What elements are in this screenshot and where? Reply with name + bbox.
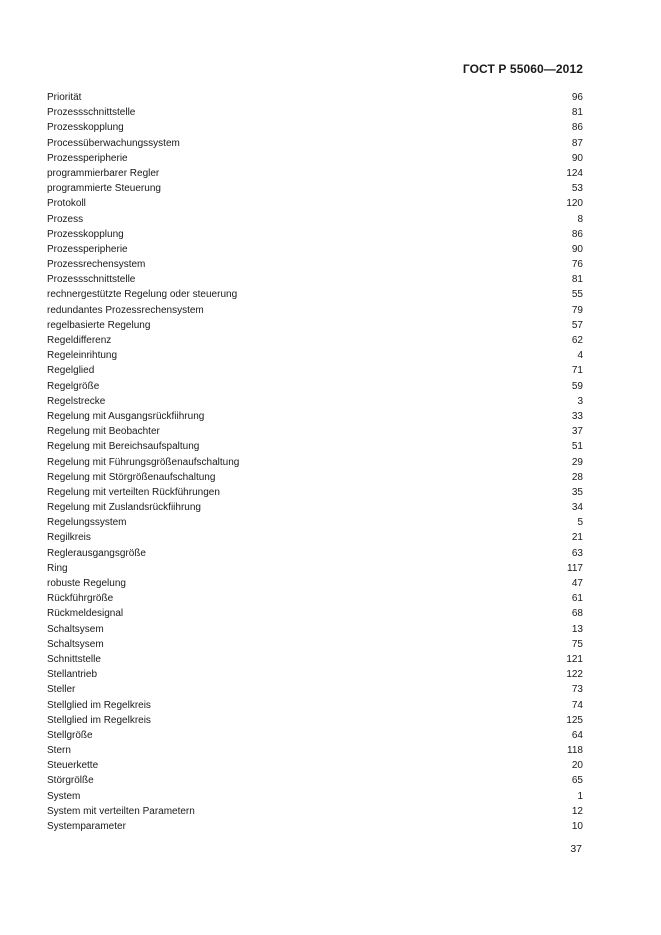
index-entry	[47, 105, 583, 120]
index-term: Stellglied im Regelkreis	[47, 714, 151, 726]
index-entry	[47, 318, 583, 333]
index-entry	[47, 212, 583, 227]
index-page-ref: 33	[571, 410, 583, 422]
index-term: Prozessperipherie	[47, 152, 128, 164]
index-entry	[47, 546, 583, 561]
index-term: Regelung mit Beobachter	[47, 426, 160, 438]
index-page-ref: 87	[571, 137, 583, 149]
index-entry	[47, 622, 583, 637]
index-page-ref: 81	[571, 274, 583, 286]
index-entry	[47, 455, 583, 470]
index-term: regelbasierte Regelung	[47, 319, 151, 331]
index-page-ref: 90	[571, 243, 583, 255]
index-entry	[47, 576, 583, 591]
index-term: Regelungssystem	[47, 517, 127, 529]
index-term: Prozesskopplung	[47, 122, 124, 134]
index-term: Rückmeldesignal	[47, 608, 124, 620]
index-term: Reglerausgangsgröße	[47, 547, 146, 559]
index-term: Prozessrechensystem	[47, 259, 146, 271]
index-entry	[47, 136, 583, 151]
index-entry	[47, 773, 583, 788]
index-term: Steller	[47, 684, 76, 696]
index-page-ref: 13	[571, 623, 583, 635]
index-page-ref: 65	[571, 775, 583, 787]
index-page-ref: 21	[571, 532, 583, 544]
index-page-ref: 20	[571, 760, 583, 772]
index-entry	[47, 409, 583, 424]
index-term: rechnergestützte Regelung oder steuerung	[47, 289, 238, 301]
index-page-ref: 120	[566, 198, 583, 210]
index-entry	[47, 196, 583, 211]
index-term: Steuerkette	[47, 760, 99, 772]
index-entry	[47, 242, 583, 257]
index-entry	[47, 713, 583, 728]
index-term: Regelung mit Ausgangsrückfiihrung	[47, 410, 205, 422]
index-entry	[47, 272, 583, 287]
index-term: Regelung mit verteilten Rückführungen	[47, 486, 220, 498]
index-entry	[47, 181, 583, 196]
index-page-ref: 86	[571, 228, 583, 240]
index-page-ref: 8	[577, 213, 583, 225]
document-header: ГОСТ Р 55060—2012	[462, 62, 583, 76]
index-entry	[47, 530, 583, 545]
index-page-ref: 79	[571, 304, 583, 316]
index-page-ref: 64	[571, 729, 583, 741]
index-term: Regelstrecke	[47, 395, 106, 407]
index-list	[47, 90, 583, 834]
index-page-ref: 121	[566, 653, 583, 665]
index-entry	[47, 120, 583, 135]
page-number: 37	[570, 843, 582, 855]
index-term: Regelung mit Bereichsaufspaltung	[47, 441, 200, 453]
index-entry	[47, 515, 583, 530]
index-page-ref: 35	[571, 486, 583, 498]
index-page-ref: 5	[577, 517, 583, 529]
index-page-ref: 47	[571, 578, 583, 589]
index-entry	[47, 485, 583, 500]
index-term: System	[47, 790, 81, 802]
index-page-ref: 117	[567, 562, 583, 574]
index-entry	[47, 819, 583, 834]
index-entry	[47, 379, 583, 394]
index-page-ref: 28	[571, 471, 583, 483]
index-entry	[47, 439, 583, 454]
index-term: Priorität	[47, 92, 82, 103]
index-term: Regelglied	[47, 365, 95, 377]
index-page-ref: 63	[571, 547, 583, 559]
index-page-ref: 55	[571, 289, 583, 301]
index-page-ref: 59	[571, 380, 583, 392]
index-term: programmierbarer Regler	[47, 167, 160, 179]
index-term: Rückführgröße	[47, 593, 114, 605]
index-term: programmierte Steuerung	[47, 183, 161, 195]
index-entry	[47, 166, 583, 181]
index-page-ref: 81	[571, 107, 583, 119]
index-page-ref: 3	[577, 395, 583, 407]
index-page-ref: 57	[571, 319, 583, 331]
index-term: Regelung mit Zuslandsrückfiihrung	[47, 502, 201, 514]
index-page-ref: 62	[571, 335, 583, 346]
index-page-ref: 53	[571, 183, 583, 195]
index-term: Systemparameter	[47, 821, 126, 832]
index-term: Protokoll	[47, 198, 86, 210]
index-entry	[47, 591, 583, 606]
index-page-ref: 96	[571, 92, 583, 103]
index-page-ref: 124	[566, 167, 583, 179]
index-entry	[47, 637, 583, 652]
index-entry	[47, 151, 583, 166]
index-entry	[47, 804, 583, 819]
index-entry	[47, 728, 583, 743]
index-page-ref: 1	[577, 790, 583, 802]
index-page-ref: 12	[571, 805, 583, 817]
index-term: Regelung mit Störgrößenaufschaltung	[47, 471, 216, 483]
index-entry	[47, 348, 583, 363]
index-entry	[47, 303, 583, 318]
index-entry	[47, 287, 583, 302]
index-term: Regeldifferenz	[47, 335, 112, 346]
index-page-ref: 51	[571, 441, 583, 453]
index-entry	[47, 652, 583, 667]
index-page-ref: 34	[571, 502, 583, 514]
index-term: Prozessperipherie	[47, 243, 128, 255]
index-page-ref: 76	[571, 259, 583, 271]
index-entry	[47, 470, 583, 485]
index-entry	[47, 394, 583, 409]
index-page-ref: 37	[571, 426, 583, 438]
index-page-ref: 86	[571, 122, 583, 134]
index-page-ref: 29	[571, 456, 583, 468]
index-entry	[47, 698, 583, 713]
index-term: Stellgröße	[47, 729, 93, 741]
index-page-ref: 122	[566, 669, 583, 681]
index-term: Processüberwachungssystem	[47, 137, 180, 149]
index-entry	[47, 227, 583, 242]
index-page-ref: 75	[571, 638, 583, 650]
index-page-ref: 90	[571, 152, 583, 164]
index-entry	[47, 500, 583, 515]
index-entry	[47, 363, 583, 378]
index-term: Stern	[47, 745, 71, 757]
index-page-ref: 68	[571, 608, 583, 620]
index-page-ref: 71	[571, 365, 583, 377]
index-page-ref: 125	[566, 714, 583, 726]
index-entry	[47, 561, 583, 576]
index-term: Prozessschnittstelle	[47, 274, 136, 286]
index-term: Stellantrieb	[47, 669, 98, 681]
index-term: System mit verteilten Parametern	[47, 805, 195, 817]
index-term: Stellglied im Regelkreis	[47, 699, 151, 711]
index-term: Ring	[47, 562, 68, 574]
index-entry	[47, 789, 583, 804]
index-term: Schaltsysem	[47, 638, 104, 650]
index-term: Prozessschnittstelle	[47, 107, 136, 119]
index-term: Regelung mit Führungsgrößenaufschaltung	[47, 456, 240, 468]
index-entry	[47, 758, 583, 773]
index-entry	[47, 682, 583, 697]
index-term: Prozess	[47, 213, 84, 225]
index-entry	[47, 743, 583, 758]
index-entry	[47, 257, 583, 272]
index-term: redundantes Prozessrechensystem	[47, 304, 204, 316]
index-term: Schaltsysem	[47, 623, 104, 635]
index-entry	[47, 90, 583, 105]
index-entry	[47, 667, 583, 682]
index-term: Störgrölße	[47, 775, 94, 787]
index-page-ref: 74	[571, 699, 583, 711]
index-term: Prozesskopplung	[47, 228, 124, 240]
index-term: robuste Regelung	[47, 578, 126, 589]
index-entry	[47, 333, 583, 348]
index-page-ref: 73	[571, 684, 583, 696]
index-term: Schnittstelle	[47, 653, 101, 665]
index-page-ref: 4	[577, 350, 583, 362]
index-term: Regelgröße	[47, 380, 100, 392]
index-page-ref: 10	[571, 821, 583, 832]
index-page-ref: 118	[567, 745, 583, 757]
index-term: Regilkreis	[47, 532, 91, 544]
index-term: Regeleinrihtung	[47, 350, 118, 362]
index-page-ref: 61	[571, 593, 583, 605]
index-entry	[47, 606, 583, 621]
index-entry	[47, 424, 583, 439]
